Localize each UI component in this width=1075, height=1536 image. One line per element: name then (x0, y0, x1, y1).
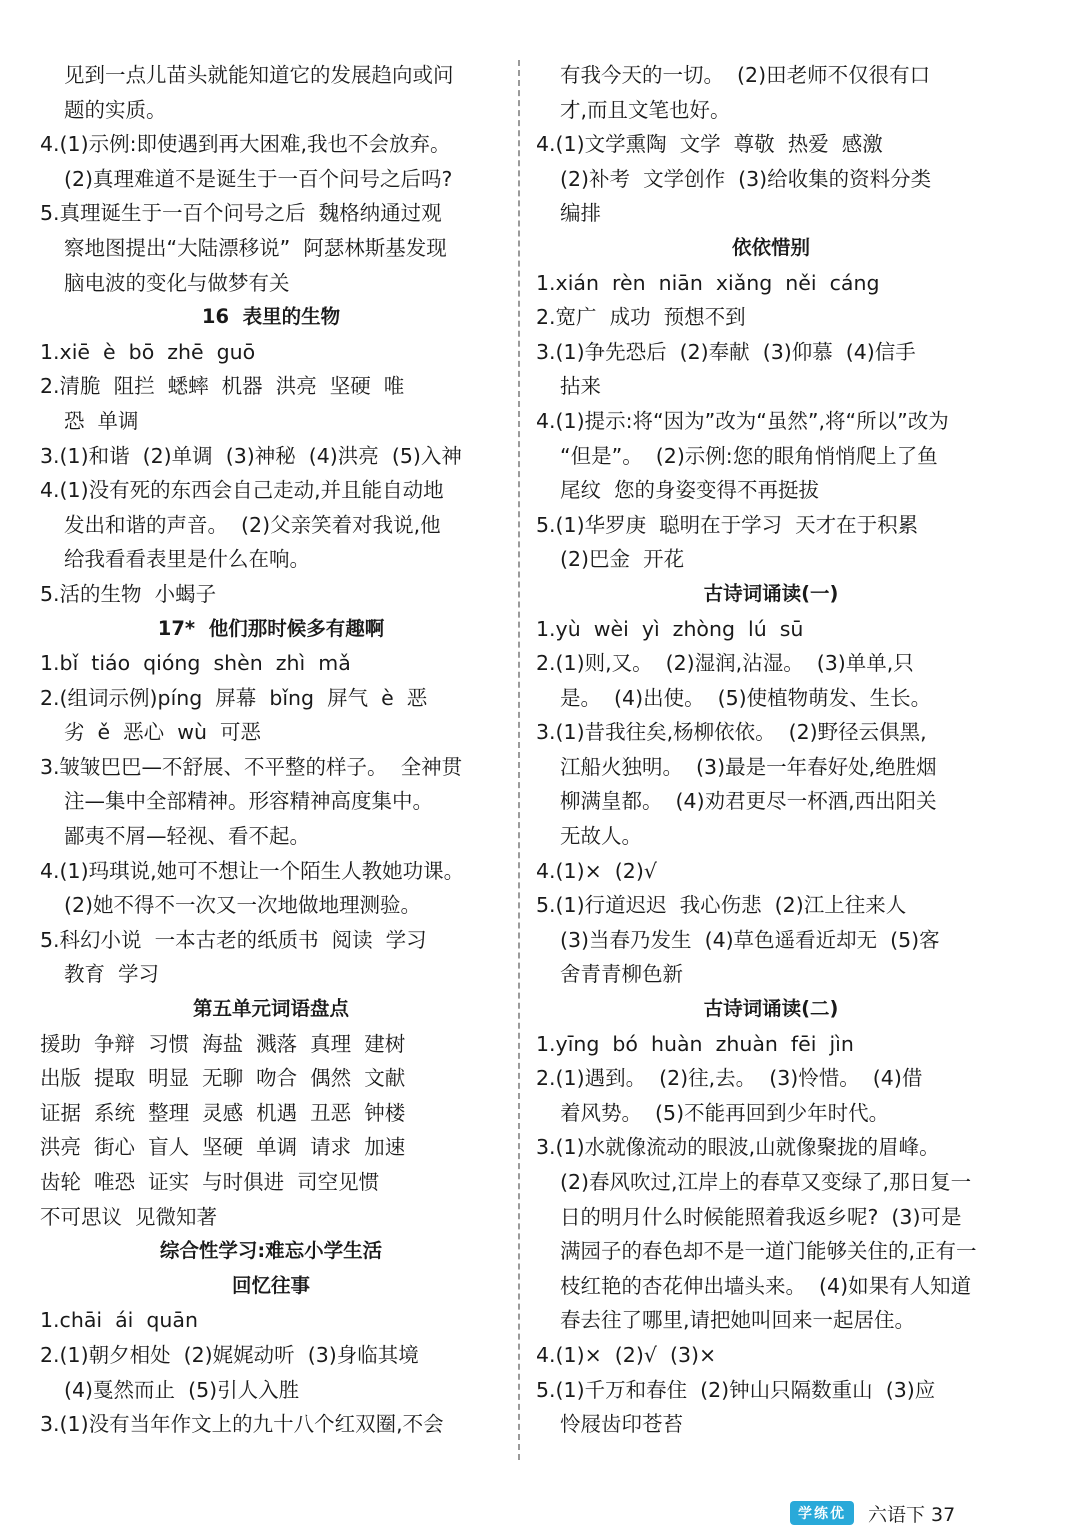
brand-logo: 学练优 (790, 1501, 854, 1525)
answer-line: 教育 学习 (64, 962, 160, 987)
answer-line: 1.xián rèn niān xiǎng něi cáng (536, 270, 880, 295)
answer-line: 4.(1)示例:即使遇到再大困难,我也不会放弃。 (40, 132, 451, 157)
answer-line: 劣 ě 恶心 wù 可恶 (64, 720, 262, 745)
answer-line: 拈来 (560, 374, 601, 399)
answer-line: 5.活的生物 小蝎子 (40, 581, 217, 606)
answer-line: 洪亮 街心 盲人 坚硬 单调 请求 加速 (40, 1135, 406, 1160)
right-column (536, 58, 1006, 1442)
answer-line: 2.清脆 阻拦 蟋蟀 机器 洪亮 坚硬 唯 (40, 374, 405, 399)
section-heading: 综合性学习:难忘小学生活 (159, 1239, 383, 1263)
answer-line: 5.真理诞生于一百个问号之后 魏格纳通过观 (40, 201, 442, 226)
answer-line: 见到一点儿苗头就能知道它的发展趋向或问 (64, 63, 454, 87)
answer-line: 3.皱皱巴巴—不舒展、不平整的样子。 全神贯 (40, 754, 463, 779)
section-heading: 回忆往事 (231, 1273, 310, 1297)
answer-line: (2)真理难道不是诞生于一百个问号之后吗? (64, 166, 453, 191)
answer-line: (3)当春乃发生 (4)草色遥看近却无 (5)客 (560, 927, 940, 952)
answer-line: 注—集中全部精神。形容精神高度集中。 (64, 789, 433, 814)
answer-line: 2.(1)朝夕相处 (2)娓娓动听 (3)身临其境 (40, 1342, 419, 1367)
answer-line: 舍青青柳色新 (560, 962, 683, 987)
answer-line: 4.(1)× (2)√ (3)× (536, 1342, 717, 1367)
answer-line: 1.yīng bó huàn zhuàn fēi jìn (536, 1031, 854, 1056)
answer-line: 编排 (560, 201, 601, 226)
answer-line: 题的实质。 (64, 97, 167, 122)
answer-line: 3.(1)水就像流动的眼波,山就像聚拢的眉峰。 (536, 1135, 940, 1160)
answer-line: 5.(1)行道迟迟 我心伤悲 (2)江上往来人 (536, 893, 907, 918)
section-heading: 古诗词诵读(二) (703, 997, 839, 1021)
answer-line: 春去往了哪里,请把她叫回来一起居住。 (560, 1308, 916, 1333)
answer-line: 3.(1)昔我往矣,杨柳依依。 (2)野径云俱黑, (536, 720, 927, 745)
answer-line: 发出和谐的声音。 (2)父亲笑着对我说,他 (64, 512, 441, 537)
answer-line: 有我今天的一切。 (2)田老师不仅很有口 (560, 63, 931, 87)
answer-line: 5.科幻小说 一本古老的纸质书 阅读 学习 (40, 927, 427, 952)
column-divider (518, 60, 520, 1460)
answer-line: 3.(1)没有当年作文上的九十八个红双圈,不会 (40, 1412, 444, 1437)
section-heading: 第五单元词语盘点 (192, 997, 349, 1021)
answer-line: (2)春风吹过,江岸上的春草又变绿了,那日复一 (560, 1170, 972, 1194)
page-footer (790, 1498, 955, 1528)
answer-line: 着风势。 (5)不能再回到少年时代。 (560, 1100, 890, 1125)
answer-line: 4.(1)文学熏陶 文学 尊敬 热爱 感激 (536, 132, 883, 157)
answer-line: 2.宽广 成功 预想不到 (536, 305, 746, 330)
answer-line: 2.(1)遇到。 (2)往,去。 (3)怜惜。 (4)借 (536, 1066, 923, 1091)
section-heading: 17* 他们那时候多有趣啊 (157, 616, 385, 640)
answer-line: 江船火独明。 (3)最是一年春好处,绝胜烟 (560, 754, 937, 779)
answer-line: 出版 提取 明显 无聊 吻合 偶然 文献 (40, 1066, 406, 1091)
answer-line: 恐 单调 (64, 408, 139, 433)
answer-line: 5.(1)千万和春住 (2)钟山只隔数重山 (3)应 (536, 1377, 936, 1402)
answer-line: 尾纹 您的身姿变得不再挺拔 (560, 478, 820, 503)
left-column (40, 58, 502, 1442)
answer-line: 日的明月什么时候能照着我返乡呢? (3)可是 (560, 1204, 962, 1229)
answer-line: 柳满皇都。 (4)劝君更尽一杯酒,西出阳关 (560, 789, 937, 814)
answer-line: “但是”。 (2)示例:您的眼角悄悄爬上了鱼 (560, 443, 938, 468)
page-number: 六语下 37 (868, 1503, 956, 1526)
answer-line: 5.(1)华罗庚 聪明在于学习 天才在于积累 (536, 512, 919, 537)
answer-line: (4)戛然而止 (5)引人入胜 (64, 1377, 300, 1402)
answer-line: 4.(1)× (2)√ (536, 858, 657, 883)
answer-line: 鄙夷不屑—轻视、看不起。 (64, 824, 310, 849)
answer-line: 4.(1)提示:将“因为”改为“虽然”,将“所以”改为 (536, 408, 949, 433)
answer-line: 1.bǐ tiáo qióng shèn zhì mǎ (40, 651, 351, 676)
answer-line: (2)补考 文学创作 (3)给收集的资料分类 (560, 166, 932, 191)
section-heading: 16 表里的生物 (201, 305, 341, 329)
answer-line: 才,而且文笔也好。 (560, 97, 731, 122)
answer-line: (2)她不得不一次又一次地做地理测验。 (64, 893, 422, 918)
answer-line: (2)巴金 开花 (560, 547, 685, 572)
answer-line: 察地图提出“大陆漂移说” 阿瑟林斯基发现 (64, 235, 447, 260)
answer-line: 齿轮 唯恐 证实 与时俱进 司空见惯 (40, 1170, 380, 1194)
answer-line: 给我看看表里是什么在响。 (64, 547, 310, 572)
answer-line: 枝红艳的杏花伸出墙头来。 (4)如果有人知道 (560, 1273, 972, 1298)
answer-line: 2.(1)则,又。 (2)湿润,沾湿。 (3)单单,只 (536, 651, 914, 676)
answer-line: 3.(1)争先恐后 (2)奉献 (3)仰慕 (4)信手 (536, 339, 916, 364)
answer-line: 3.(1)和谐 (2)单调 (3)神秘 (4)洪亮 (5)入神 (40, 443, 462, 468)
answer-line: 4.(1)玛琪说,她可不想让一个陌生人教她功课。 (40, 858, 465, 883)
answer-line: 怜屐齿印苍苔 (560, 1412, 683, 1437)
answer-line: 1.chāi ái quān (40, 1308, 198, 1333)
answer-line: 不可思议 见微知著 (40, 1204, 218, 1229)
answer-line: 1.xiē è bō zhē guō (40, 339, 256, 364)
answer-line: 援助 争辩 习惯 海盐 溅落 真理 建树 (40, 1031, 406, 1056)
answer-line: 证据 系统 整理 灵感 机遇 丑恶 钟楼 (40, 1100, 406, 1125)
answer-line: 2.(组词示例)píng 屏幕 bǐng 屏气 è 恶 (40, 685, 428, 710)
section-heading: 依依惜别 (731, 235, 810, 259)
answer-line: 1.yù wèi yì zhòng lú sū (536, 616, 804, 641)
answer-line: 4.(1)没有死的东西会自己走动,并且能自动地 (40, 478, 444, 503)
section-heading: 古诗词诵读(一) (703, 581, 839, 605)
answer-line: 无故人。 (560, 824, 642, 849)
answer-line: 满园子的春色却不是一道门能够关住的,正有一 (560, 1239, 977, 1264)
answer-line: 是。 (4)出使。 (5)使植物萌发、生长。 (560, 685, 932, 710)
answer-line: 脑电波的变化与做梦有关 (64, 270, 290, 295)
